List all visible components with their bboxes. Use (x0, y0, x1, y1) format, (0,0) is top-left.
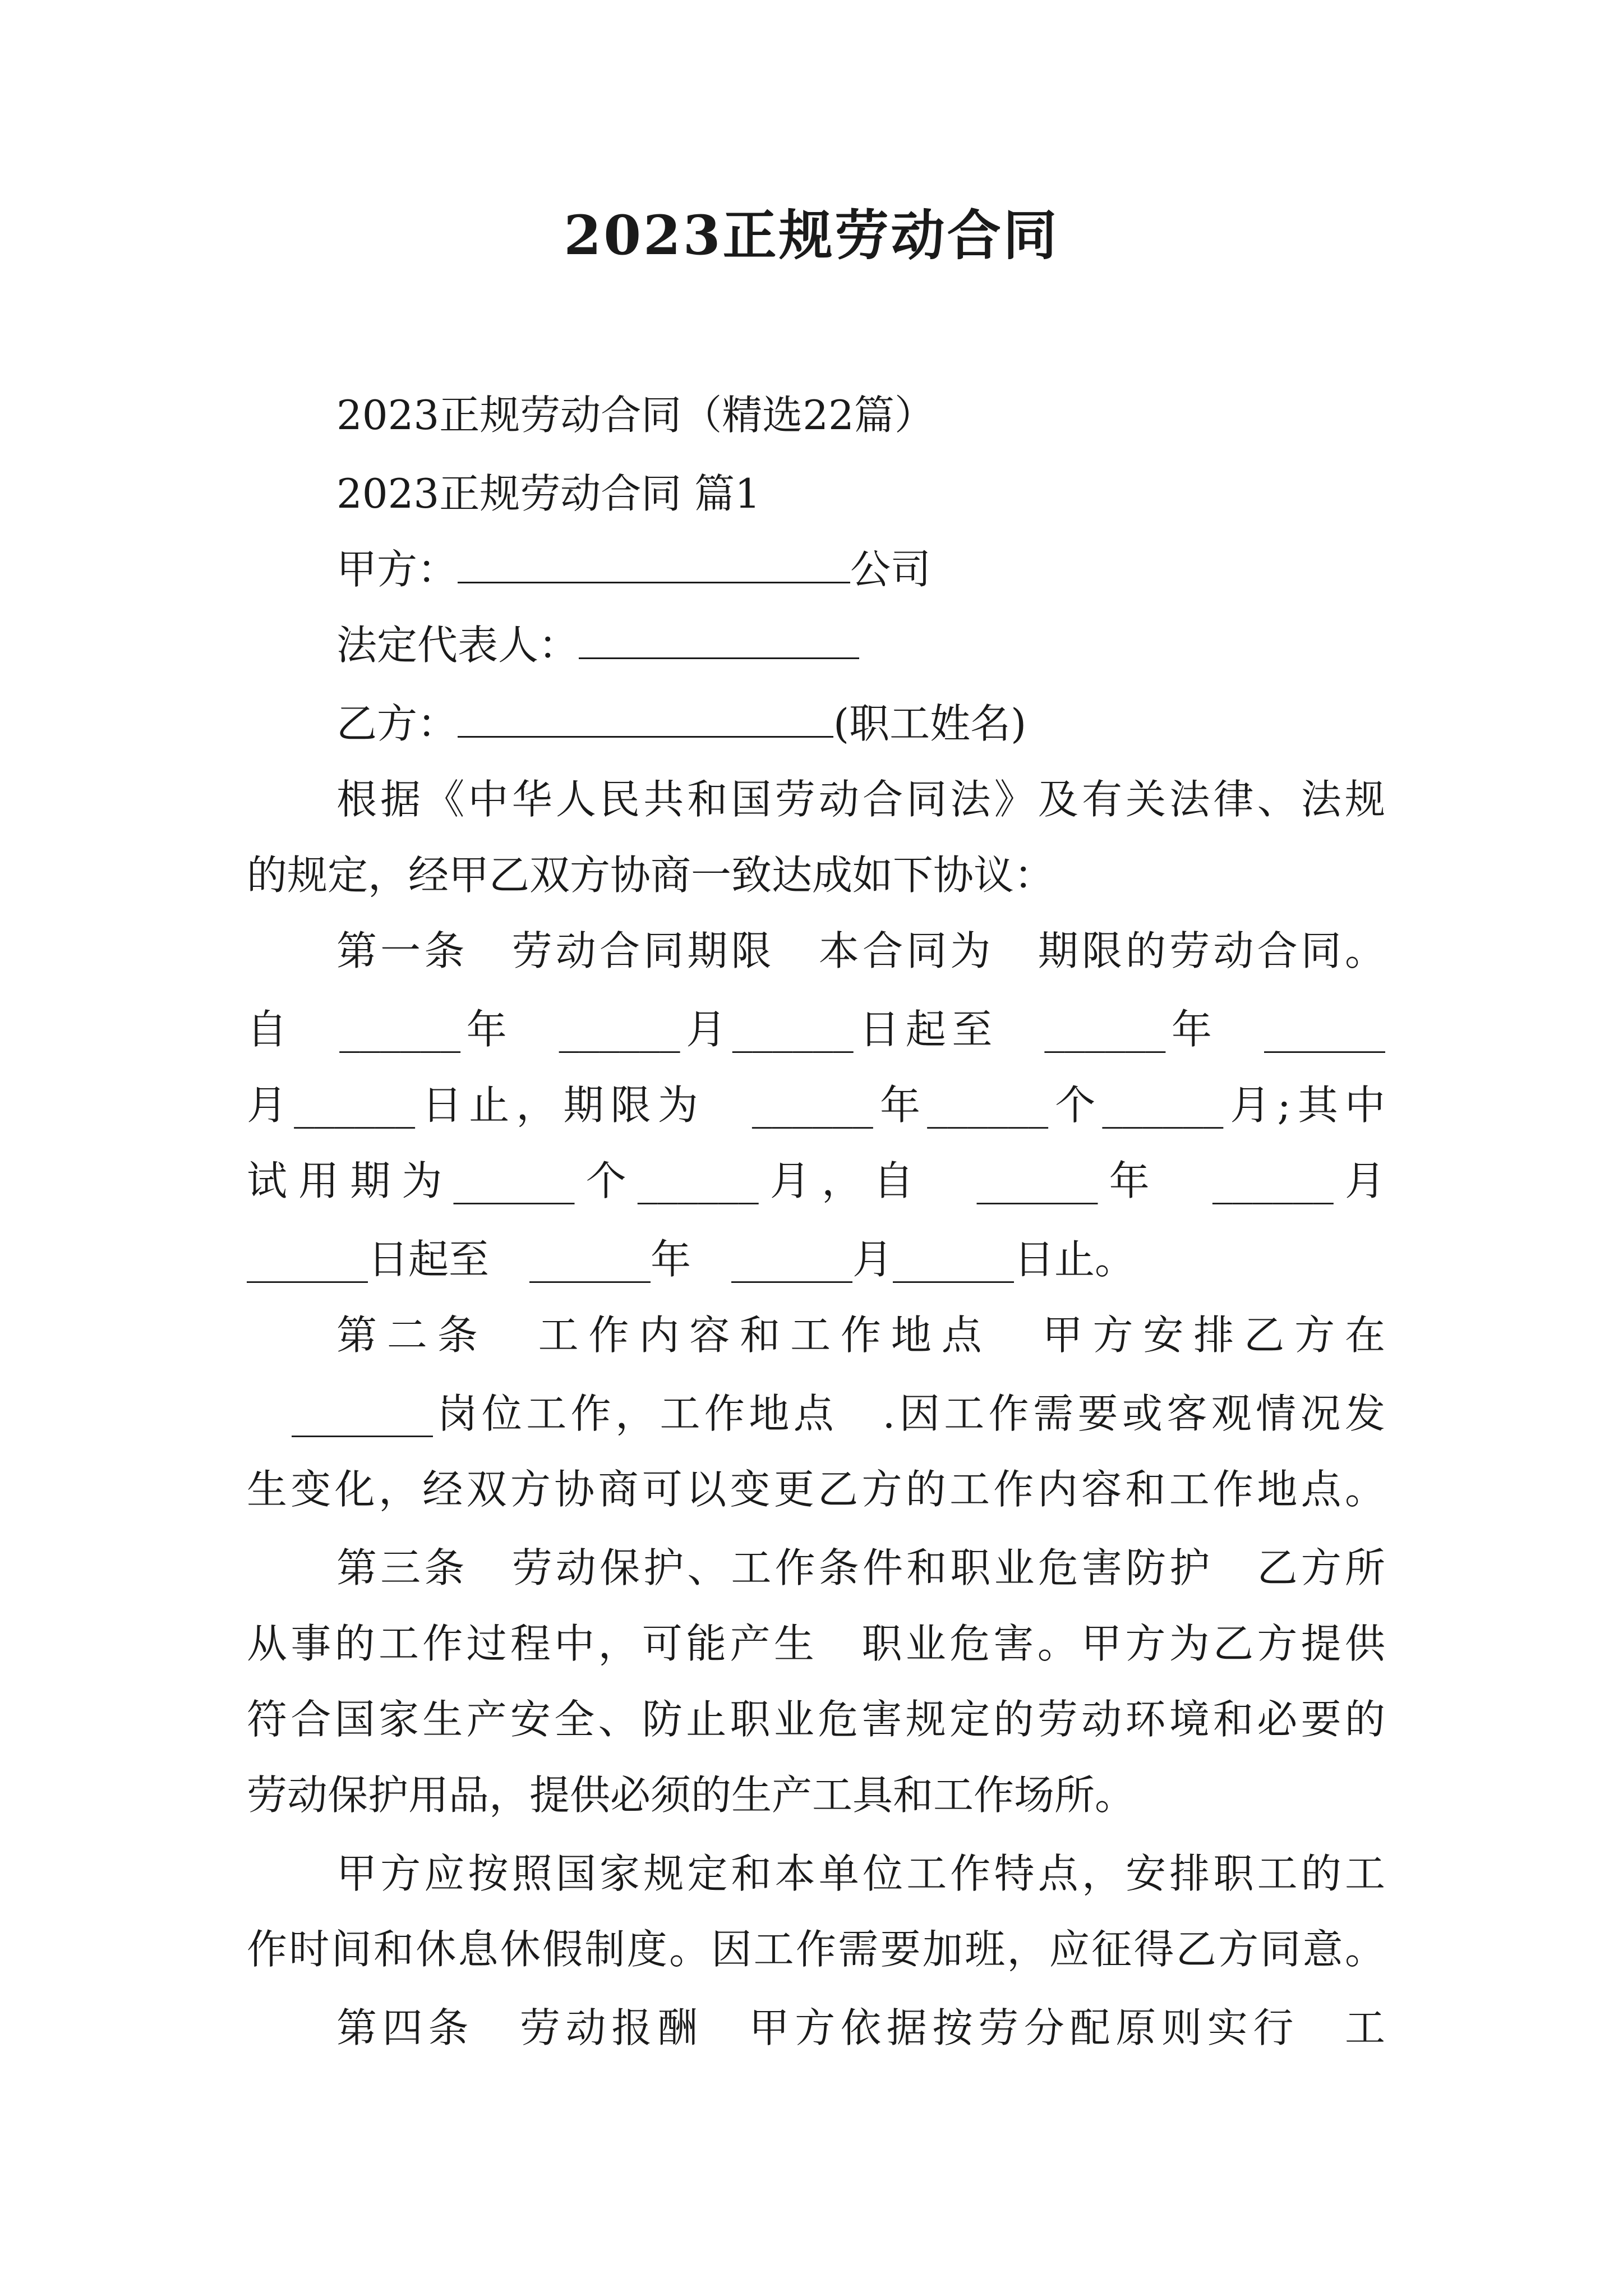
party-b-blank (458, 696, 833, 738)
article-2-line-1: 第二条 工作内容和工作地点 甲方安排乙方在 (336, 1312, 1385, 1359)
article-3b-line-2: 作时间和休息休假制度。因工作需要加班，应征得乙方同意。 (247, 1926, 1385, 1973)
article-1-line-5: ______日起至 ______年 ______月______日止。 (247, 1236, 1136, 1283)
party-a-label: 甲方： (336, 546, 458, 593)
legal-rep-label: 法定代表人： (336, 622, 579, 669)
preamble-line-1: 根据《中华人民共和国劳动合同法》及有关法律、法规 (336, 776, 1385, 823)
article-2-line-3: 生变化，经双方协商可以变更乙方的工作内容和工作地点。 (247, 1466, 1385, 1513)
article-3-line-2: 从事的工作过程中，可能产生 职业危害。甲方为乙方提供 (247, 1620, 1385, 1667)
article-4-line-1: 第四条 劳动报酬 甲方依据按劳分配原则实行 工 (336, 2004, 1385, 2051)
article-3-line-3: 符合国家生产安全、防止职业危害规定的劳动环境和必要的 (247, 1696, 1385, 1743)
party-a-suffix: 公司 (850, 546, 932, 593)
preamble-line-2: 的规定，经甲乙双方协商一致达成如下协议： (247, 852, 1055, 899)
party-a-blank (458, 541, 850, 583)
legal-rep-line (336, 617, 1385, 673)
legal-rep-blank (579, 617, 859, 659)
article-2-line-2: _______岗位工作，工作地点 .因工作需要或客观情况发 (292, 1390, 1385, 1437)
article-3-line-1: 第三条 劳动保护、工作条件和职业危害防护 乙方所 (336, 1544, 1385, 1591)
party-b-suffix: (职工姓名) (833, 700, 1027, 747)
document-title: 2023正规劳动合同 (564, 204, 1059, 267)
article-1-line-3: 月______日止，期限为 ______年______个______月;其中 (247, 1082, 1385, 1129)
article-1-line-2: 自 ______年 ______月______日起至 ______年 ______ (247, 1006, 1385, 1053)
article-1-line-1: 第一条 劳动合同期限 本合同为 期限的劳动合同。 (336, 927, 1385, 974)
article-3b-line-1: 甲方应按照国家规定和本单位工作特点，安排职工的工 (336, 1850, 1385, 1897)
document-subtitle: 2023正规劳动合同（精选22篇） (336, 392, 935, 439)
party-a-line (336, 541, 1385, 597)
section-heading: 2023正规劳动合同 篇1 (336, 470, 760, 517)
party-b-line (336, 696, 1385, 752)
party-b-label: 乙方： (336, 700, 458, 747)
article-3-line-4: 劳动保护用品，提供必须的生产工具和工作场所。 (247, 1772, 1136, 1819)
article-1-line-4: 试用期为______个______月，自 ______年 ______月 (247, 1157, 1385, 1204)
